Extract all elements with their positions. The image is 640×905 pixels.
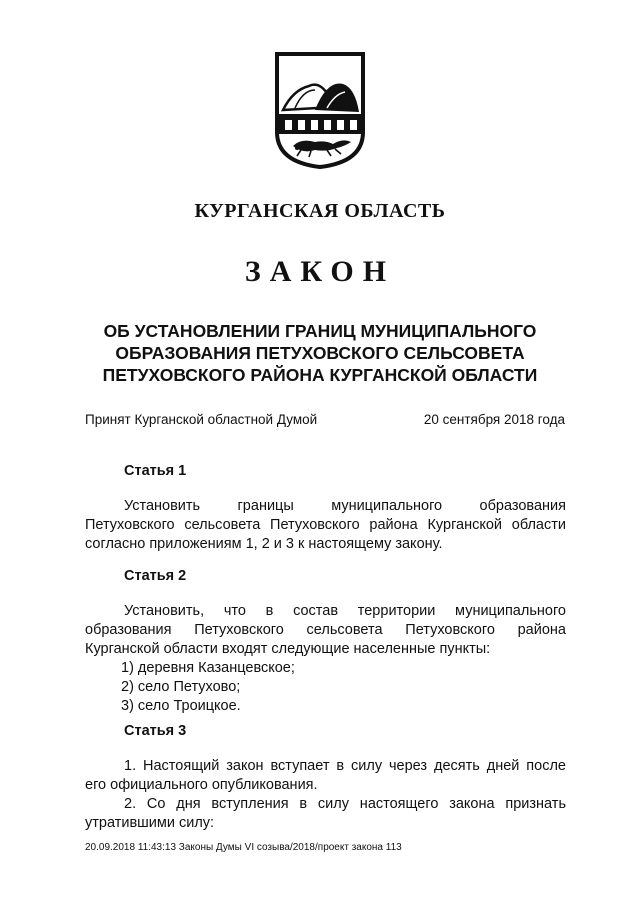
- article-text: [85, 602, 566, 716]
- article-text: [85, 757, 566, 833]
- coat-of-arms-icon: [271, 50, 369, 170]
- article-heading: Статья 2: [124, 568, 187, 584]
- text-line: 2. Со дня вступления в силу настоящего закона признать: [124, 796, 566, 812]
- article-heading: Статья 1: [124, 463, 187, 479]
- list-item: 2) село Петухово;: [121, 679, 241, 695]
- region-name: КУРГАНСКАЯ ОБЛАСТЬ: [194, 200, 446, 222]
- text-line: Курганской области входят следующие населенные пункты:: [85, 641, 491, 657]
- law-title: [80, 320, 560, 386]
- text-line: Установить границы муниципального образования: [124, 498, 566, 514]
- adopted-date: 20 сентября 2018 года: [423, 412, 565, 427]
- text-line: его официального опубликования.: [85, 777, 318, 793]
- text-line: согласно приложениям 1, 2 и 3 к настоящему закону.: [85, 536, 443, 552]
- list-item: 1) деревня Казанцевское;: [121, 660, 295, 676]
- text-line: Петуховского сельсовета Петуховского района Курганской области: [85, 517, 566, 533]
- text-line: утратившими силу:: [85, 815, 215, 831]
- text-line: Установить, что в состав территории муниципального: [124, 603, 566, 619]
- law-title-line: ОБ УСТАНОВЛЕНИИ ГРАНИЦ МУНИЦИПАЛЬНОГО: [103, 321, 537, 341]
- adoption-line: [85, 412, 565, 427]
- article-text: [85, 497, 566, 554]
- law-title-line: ОБРАЗОВАНИЯ ПЕТУХОВСКОГО СЕЛЬСОВЕТА: [115, 343, 525, 363]
- adopted-by: Принят Курганской областной Думой: [85, 412, 318, 427]
- text-line: 1. Настоящий закон вступает в силу через десять дней после: [124, 758, 566, 774]
- article-heading: Статья 3: [124, 723, 187, 739]
- list-item: 3) село Троицкое.: [121, 698, 241, 714]
- footer-stamp: 20.09.2018 11:43:13 Законы Думы VI созыва/2018/проект закона 113: [85, 842, 402, 853]
- law-title-line: ПЕТУХОВСКОГО РАЙОНА КУРГАНСКОЙ ОБЛАСТИ: [102, 365, 538, 385]
- text-line: образования Петуховского сельсовета Петуховского района: [85, 622, 566, 638]
- document-type: ЗАКОН: [244, 255, 396, 288]
